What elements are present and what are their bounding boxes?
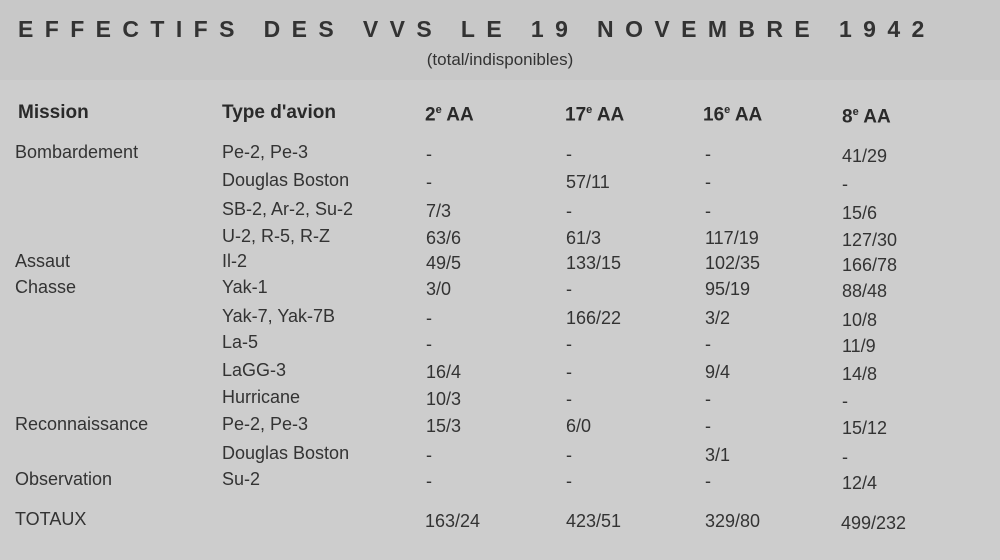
- cell-2aa: 7/3: [426, 201, 452, 221]
- header-16aa-suffix: AA: [730, 104, 763, 126]
- cell-8aa: 15/6: [842, 203, 878, 223]
- header-2aa-num: 2: [425, 104, 436, 126]
- cell-aircraft-type: Hurricane: [222, 387, 301, 407]
- cell-17aa: 133/15: [566, 253, 622, 273]
- cell-2aa: -: [426, 172, 432, 192]
- cell-2aa: -: [426, 334, 432, 354]
- cell-aircraft-type: Pe-2, Pe-3: [222, 142, 309, 162]
- header-8aa: [842, 106, 891, 128]
- cell-16aa: -: [705, 389, 711, 409]
- cell-aircraft-type: LaGG-3: [222, 360, 287, 380]
- cell-16aa: 3/2: [705, 308, 731, 328]
- cell-2aa: -: [426, 445, 432, 465]
- cell-8aa: 41/29: [842, 146, 888, 166]
- cell-aircraft-type: Su-2: [222, 469, 261, 489]
- header-17aa-sup: e: [586, 104, 593, 116]
- cell-17aa: -: [566, 201, 572, 221]
- cell-16aa: 9/4: [705, 362, 731, 382]
- header-16aa-sup: e: [724, 104, 731, 116]
- header-17aa-suffix: AA: [592, 104, 625, 126]
- cell-16aa: -: [705, 172, 711, 192]
- cell-17aa: 57/11: [566, 172, 610, 192]
- cell-aircraft-type: Douglas Boston: [222, 443, 350, 463]
- cell-16aa: -: [705, 201, 711, 221]
- totals-2aa: 163/24: [425, 511, 481, 531]
- cell-17aa: -: [566, 389, 572, 409]
- header-17aa: [565, 104, 624, 126]
- cell-2aa: -: [426, 144, 432, 164]
- cell-17aa: -: [566, 471, 572, 491]
- cell-8aa: 14/8: [842, 364, 878, 384]
- header-8aa-num: 8: [842, 106, 853, 128]
- header-2aa-sup: e: [435, 104, 442, 116]
- cell-17aa: 6/0: [566, 416, 592, 436]
- cell-16aa: -: [705, 471, 711, 491]
- cell-8aa: -: [842, 174, 848, 194]
- cell-aircraft-type: SB-2, Ar-2, Su-2: [222, 199, 354, 219]
- cell-2aa: 3/0: [426, 279, 452, 299]
- header-aircraft-type: Type d'avion: [222, 102, 336, 123]
- header-2aa: [425, 104, 474, 126]
- cell-16aa: 102/35: [705, 253, 761, 273]
- cell-2aa: 16/4: [426, 362, 462, 382]
- cell-8aa: -: [842, 391, 848, 411]
- cell-17aa: 61/3: [566, 228, 602, 248]
- cell-2aa: 10/3: [426, 389, 462, 409]
- header-16aa-num: 16: [703, 104, 725, 126]
- cell-8aa: 12/4: [842, 473, 878, 493]
- cell-17aa: -: [566, 334, 572, 354]
- cell-aircraft-type: La-5: [222, 332, 259, 352]
- cell-16aa: 3/1: [705, 445, 731, 465]
- cell-aircraft-type: Yak-1: [222, 277, 268, 297]
- cell-8aa: -: [842, 447, 848, 467]
- cell-17aa: -: [566, 445, 572, 465]
- header-8aa-suffix: AA: [858, 106, 891, 128]
- cell-aircraft-type: Pe-2, Pe-3: [222, 414, 309, 434]
- header-17aa-num: 17: [565, 104, 587, 126]
- cell-2aa: -: [426, 471, 432, 491]
- cell-mission: Bombardement: [15, 142, 139, 162]
- totals-8aa: 499/232: [841, 513, 907, 533]
- cell-16aa: 95/19: [705, 279, 751, 299]
- cell-16aa: -: [705, 334, 711, 354]
- cell-16aa: -: [705, 416, 711, 436]
- cell-16aa: 117/19: [705, 228, 759, 248]
- cell-8aa: 15/12: [842, 418, 888, 438]
- cell-mission: Chasse: [15, 277, 77, 297]
- header-2aa-suffix: AA: [441, 104, 474, 126]
- header-16aa: [703, 104, 762, 126]
- cell-mission: Reconnaissance: [15, 414, 149, 434]
- cell-2aa: -: [426, 308, 432, 328]
- cell-17aa: 166/22: [566, 308, 622, 328]
- cell-8aa: 10/8: [842, 310, 878, 330]
- cell-aircraft-type: U-2, R-5, R-Z: [222, 226, 330, 246]
- cell-aircraft-type: Yak-7, Yak-7B: [222, 306, 336, 326]
- cell-8aa: 88/48: [842, 281, 888, 301]
- cell-8aa: 166/78: [842, 255, 898, 275]
- cell-2aa: 63/6: [426, 228, 462, 248]
- page-subtitle: (total/indisponibles): [426, 50, 574, 69]
- page-title: EFFECTIFS DES VVS LE 19 NOVEMBRE 1942: [18, 16, 936, 42]
- cell-aircraft-type: Douglas Boston: [222, 170, 350, 190]
- header-mission: Mission: [18, 102, 89, 123]
- totals-label: TOTAUX: [15, 509, 87, 529]
- cell-2aa: 15/3: [426, 416, 462, 436]
- cell-8aa: 11/9: [842, 336, 876, 356]
- cell-8aa: 127/30: [842, 230, 898, 250]
- cell-mission: Assaut: [15, 251, 71, 271]
- totals-16aa: 329/80: [705, 511, 761, 531]
- totals-17aa: 423/51: [566, 511, 622, 531]
- cell-17aa: -: [566, 279, 572, 299]
- cell-mission: Observation: [15, 469, 113, 489]
- cell-2aa: 49/5: [426, 253, 462, 273]
- cell-17aa: -: [566, 362, 572, 382]
- header-8aa-sup: e: [852, 106, 859, 118]
- cell-17aa: -: [566, 144, 572, 164]
- cell-16aa: -: [705, 144, 711, 164]
- cell-aircraft-type: Il-2: [222, 251, 248, 271]
